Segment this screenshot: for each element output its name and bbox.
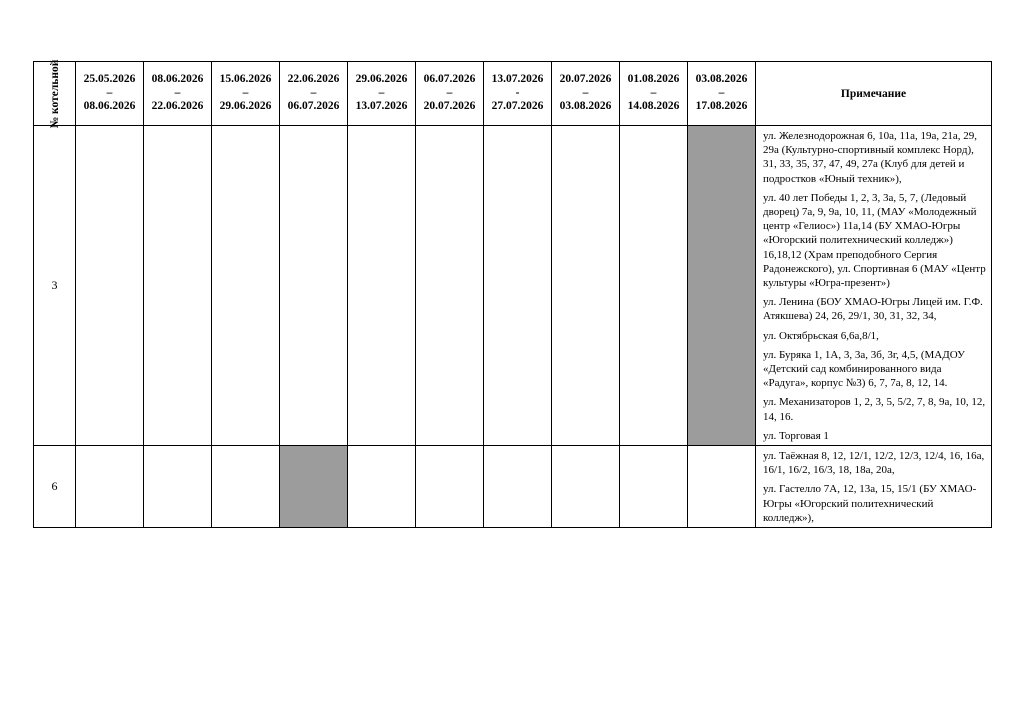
period-end: 03.08.2026 [559, 100, 612, 113]
address-note: ул. Таёжная 8, 12, 12/1, 12/2, 12/3, 12/4, 16, 16а, 16/1, 16/2, 16/3, 18, 18а, 20а, [763, 450, 985, 477]
period-end: 27.07.2026 [491, 100, 544, 113]
boiler-number-label: № котельной [48, 59, 61, 128]
boiler-number-cell: 3 [34, 126, 76, 446]
schedule-cell [212, 446, 280, 528]
period-end: 17.08.2026 [695, 100, 748, 113]
notes-cell [756, 126, 992, 446]
period-separator: – [446, 86, 453, 99]
period-start: 15.06.2026 [219, 73, 272, 86]
period-header [484, 62, 552, 126]
period-end: 20.07.2026 [423, 100, 476, 113]
schedule-cell [620, 126, 688, 446]
table-row [34, 446, 992, 528]
period-header [348, 62, 416, 126]
period-separator: – [174, 86, 181, 99]
schedule-cell [144, 446, 212, 528]
period-separator: – [718, 86, 725, 99]
period-separator: – [310, 86, 317, 99]
boiler-number-cell: 6 [34, 446, 76, 528]
address-note: ул. Торговая 1 [763, 429, 829, 442]
schedule-cell [484, 126, 552, 446]
boiler-number-header [34, 59, 76, 128]
notes-header: Примечание [756, 62, 992, 126]
period-end: 13.07.2026 [355, 100, 408, 113]
period-header [144, 62, 212, 126]
header-row [34, 62, 992, 126]
period-start: 01.08.2026 [627, 73, 680, 86]
address-note: ул. Механизаторов 1, 2, 3, 5, 5/2, 7, 8, 9а, 10, 12, 14, 16. [763, 396, 986, 423]
period-end: 08.06.2026 [83, 100, 136, 113]
schedule-cell [416, 446, 484, 528]
schedule-cell [212, 126, 280, 446]
period-end: 06.07.2026 [287, 100, 340, 113]
period-separator: – [650, 86, 657, 99]
period-header [688, 62, 756, 126]
schedule-cell [76, 446, 144, 528]
address-note: ул. 40 лет Победы 1, 2, 3, 3а, 5, 7, (Ледовый дворец) 7а, 9, 9а, 10, 11, (МАУ «Молодежный центр «Гелиос») 11а,14 (БУ ХМАО-Югры «Югорский политехнический колледж») 16,18,12 (Храм преподобного Сергия Радонежского), ул. Спортивная 6 (МАУ «Центр культуры «Югра-презент») [763, 191, 986, 290]
schedule-cell [348, 126, 416, 446]
notes-cell [756, 446, 992, 528]
schedule-cell [688, 446, 756, 528]
period-separator: – [582, 86, 589, 99]
address-note: ул. Гастелло 7А, 12, 13а, 15, 15/1 (БУ ХМАО-Югры «Югорский политехнический колледж»), [763, 483, 977, 524]
period-end: 29.06.2026 [219, 100, 272, 113]
schedule-cell [144, 126, 212, 446]
period-start: 13.07.2026 [491, 73, 544, 86]
period-start: 03.08.2026 [695, 73, 748, 86]
period-header [416, 62, 484, 126]
period-end: 22.06.2026 [151, 100, 204, 113]
schedule-cell [416, 126, 484, 446]
period-header [76, 62, 144, 126]
address-note: ул. Буряка 1, 1А, 3, 3а, 3б, 3г, 4,5, (МАДОУ «Детский сад комбинированного вида «Радуга», корпус №3) 6, 7, 7а, 8, 12, 14. [763, 348, 965, 390]
schedule-cell [348, 446, 416, 528]
period-header [280, 62, 348, 126]
address-note: ул. Ленина (БОУ ХМАО-Югры Лицей им. Г.Ф. Атякшева) 24, 26, 29/1, 30, 31, 32, 34, [763, 296, 983, 323]
period-separator: - [515, 86, 520, 99]
schedule-cell [552, 126, 620, 446]
period-separator: – [106, 86, 113, 99]
period-end: 14.08.2026 [627, 100, 680, 113]
schedule-cell [620, 446, 688, 528]
period-start: 20.07.2026 [559, 73, 612, 86]
period-start: 22.06.2026 [287, 73, 340, 86]
period-header [620, 62, 688, 126]
table-row [34, 126, 992, 446]
schedule-cell [280, 126, 348, 446]
period-separator: – [378, 86, 385, 99]
period-start: 06.07.2026 [423, 73, 476, 86]
address-note: ул. Октябрьская 6,6а,8/1, [763, 329, 879, 342]
schedule-cell [76, 126, 144, 446]
shutdown-period-cell [688, 126, 756, 446]
schedule-cell [552, 446, 620, 528]
period-start: 08.06.2026 [151, 73, 204, 86]
shutdown-period-cell [280, 446, 348, 528]
period-header [212, 62, 280, 126]
period-header [552, 62, 620, 126]
schedule-cell [484, 446, 552, 528]
period-start: 25.05.2026 [83, 73, 136, 86]
period-start: 29.06.2026 [355, 73, 408, 86]
shutdown-schedule-table [33, 61, 992, 528]
period-separator: – [242, 86, 249, 99]
address-note: ул. Железнодорожная 6, 10а, 11а, 19а, 21а, 29, 29а (Культурно-спортивный комплекс Норд), 31, 33, 35, 37, 47, 49, 27а (Клуб для детей и подростков «Юный техник»), [763, 130, 977, 185]
